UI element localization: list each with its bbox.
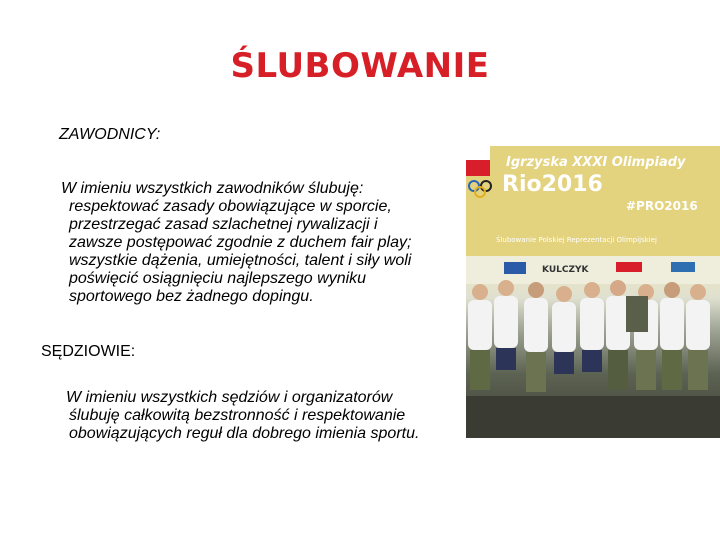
athletes-oath-line: przestrzegać zasad szlachetnej rywalizacji i	[69, 216, 378, 233]
sponsor-logo-3	[671, 262, 695, 272]
banner-line2: Rio2016	[502, 172, 603, 197]
judges-oath-line: W imieniu wszystkich sędziów i organizatorów	[66, 389, 393, 406]
banner-subtitle: Ślubowanie Polskiej Reprezentacji Olimpijskiej	[496, 236, 657, 244]
judges-heading: SĘDZIOWIE:	[41, 343, 136, 360]
sponsor-logo-2	[616, 262, 642, 272]
athletes-oath-line: W imieniu wszystkich zawodników ślubuję:	[61, 180, 364, 197]
judges-oath-line: obowiązujących reguł dla dobrego imienia sportu.	[69, 425, 420, 442]
athletes-oath-line: respektować zasady obowiązujące w sporcie,	[69, 198, 392, 215]
athletes-oath-line: sportowego bez żadnego dopingu.	[69, 288, 314, 305]
team-member	[660, 282, 684, 350]
sponsor-kulczyk: KULCZYK	[542, 265, 589, 275]
athletes-oath-line: poświęcić osiągnięciu najlepszego wyniku	[69, 270, 367, 287]
team-member	[494, 280, 518, 348]
team-member	[580, 282, 604, 350]
dark-jacket	[626, 296, 648, 332]
banner-hashtag: #PRO2016	[626, 199, 698, 213]
team-member	[468, 284, 492, 350]
slide-title: ŚLUBOWANIE	[230, 46, 490, 86]
team-photo-illustration	[466, 146, 720, 438]
team-members	[468, 280, 710, 352]
flag-red	[466, 160, 490, 176]
lower-clothing	[470, 348, 708, 392]
floor	[466, 396, 720, 438]
team-photo	[466, 146, 720, 438]
athletes-heading: ZAWODNICY:	[59, 126, 161, 143]
judges-oath-line: ślubuję całkowitą bezstronność i respektowanie	[69, 407, 406, 424]
athletes-oath-line: zawsze postępować zgodnie z duchem fair play;	[69, 234, 412, 251]
team-member	[524, 282, 548, 352]
athletes-oath-line: wszystkie dążenia, umiejętności, talent i siły woli	[69, 252, 412, 269]
sponsor-logo-1	[504, 262, 526, 274]
team-member	[686, 284, 710, 350]
team-member	[552, 286, 576, 352]
banner-line1: Igrzyska XXXI Olimpiady	[506, 155, 686, 170]
